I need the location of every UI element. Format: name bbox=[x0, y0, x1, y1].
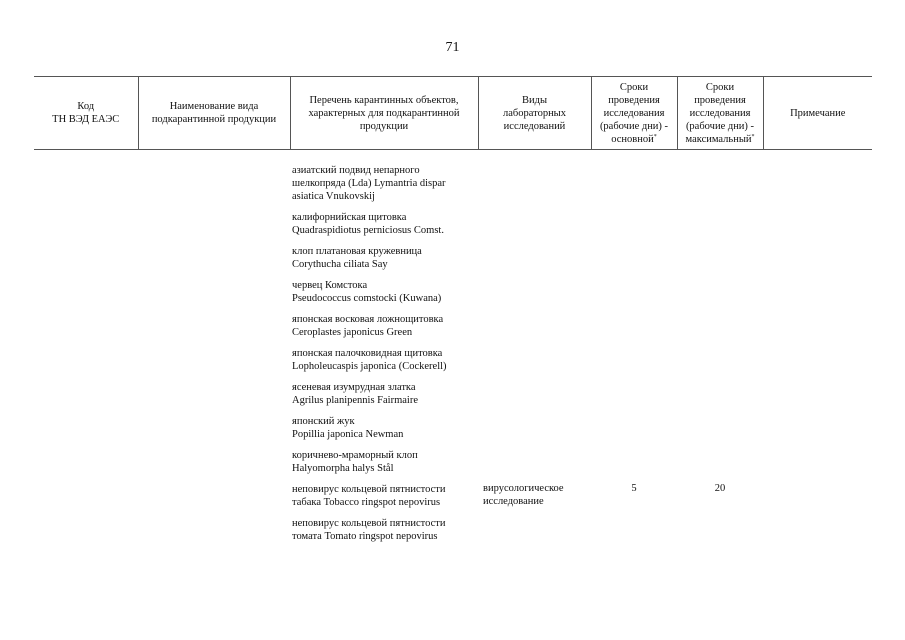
header-note: Примечание bbox=[763, 77, 872, 150]
list-item: калифорнийская щитовка Quadraspidiotus perniciosus Comst. bbox=[292, 212, 444, 236]
header-product-name: Наименование вида подкарантинной продукции bbox=[138, 77, 290, 150]
list-item: клоп платановая кружевница Corythucha ciliata Say bbox=[292, 246, 422, 270]
list-item: коричнево-мраморный клоп Halyomorpha halys Stål bbox=[292, 450, 418, 474]
cell-quarantine-objects bbox=[290, 150, 478, 552]
table-row bbox=[34, 150, 872, 552]
header-max-term: Сроки проведения исследования (рабочие дни) - максимальный* bbox=[677, 77, 763, 150]
list-item: японский жук Popillia japonica Newman bbox=[292, 416, 404, 440]
cell-note bbox=[763, 150, 872, 552]
list-item: червец Комстока Pseudococcus comstocki (Kuwana) bbox=[292, 280, 442, 304]
table-header-row bbox=[34, 77, 872, 150]
cell-code bbox=[34, 150, 138, 552]
list-item: японская восковая ложнощитовка Ceroplastes japonicus Green bbox=[292, 314, 444, 338]
list-item: азиатский подвид непарного шелкопряда (Lda) Lymantria dispar asiatica Vnukovskij bbox=[292, 165, 446, 202]
cell-max-days: 20 bbox=[714, 483, 726, 494]
header-lab-studies: Виды лабораторных исследований bbox=[478, 77, 591, 150]
footnote-mark: * bbox=[751, 133, 755, 140]
footnote-mark: * bbox=[653, 133, 657, 140]
header-basic-term: Сроки проведения исследования (рабочие дни) - основной* bbox=[591, 77, 677, 150]
list-item: неповирус кольцевой пятнистости томата Tomato ringspot nepovirus bbox=[292, 518, 446, 542]
header-code: Код ТН ВЭД ЕАЭС bbox=[34, 77, 138, 150]
quarantine-table bbox=[34, 76, 872, 551]
cell-basic-days: 5 bbox=[631, 483, 637, 494]
list-item: японская палочковидная щитовка Lopholeucaspis japonica (Cockerell) bbox=[292, 348, 447, 372]
page-number: 71 bbox=[445, 40, 460, 55]
header-quarantine-objects: Перечень карантинных объектов, характерных для подкарантинной продукции bbox=[290, 77, 478, 150]
list-item: ясеневая изумрудная златка Agrilus planipennis Fairmaire bbox=[292, 382, 418, 406]
cell-lab-studies: вирусологическое исследование bbox=[483, 483, 564, 507]
list-item: неповирус кольцевой пятнистости табака Tobacco ringspot nepovirus bbox=[292, 484, 446, 508]
cell-product-name bbox=[138, 150, 290, 552]
